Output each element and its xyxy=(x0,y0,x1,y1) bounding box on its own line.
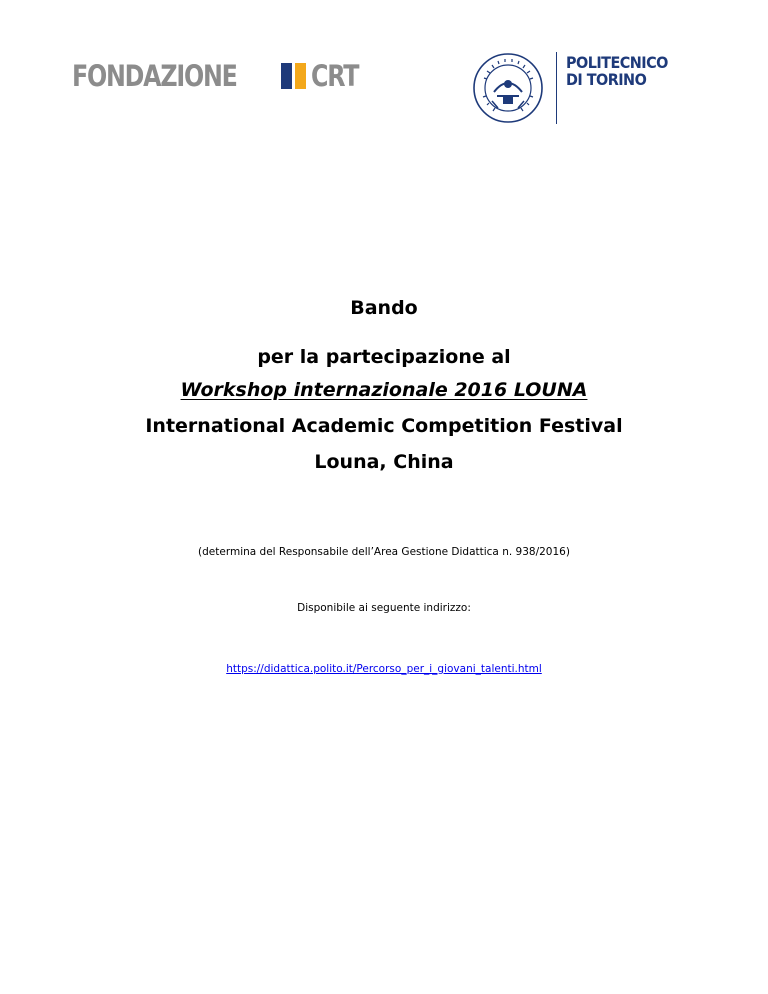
logo-word-crt: CRT xyxy=(311,59,359,93)
location-title: Louna, China xyxy=(314,451,454,473)
availability-note: Disponibile ai seguente indirizzo: xyxy=(297,602,471,614)
politecnico-logo xyxy=(470,52,700,124)
logo-word-fondazione: FONDAZIONE xyxy=(72,59,237,93)
politecnico-name xyxy=(566,54,668,88)
festival-title: International Academic Competition Festival xyxy=(145,415,623,437)
logo-divider xyxy=(556,52,557,124)
logo-bar-orange xyxy=(295,63,306,89)
document-title: Bando xyxy=(350,297,418,319)
determina-note: (determina del Responsabile dell’Area Gestione Didattica n. 938/2016) xyxy=(198,546,570,558)
logo-bars xyxy=(281,63,306,89)
fondazione-crt-logo xyxy=(72,59,359,93)
document-subtitle: per la partecipazione al xyxy=(257,346,511,368)
politecnico-line2: DI TORINO xyxy=(566,70,647,89)
politecnico-seal-icon xyxy=(470,52,546,124)
workshop-title: Workshop internazionale 2016 LOUNA xyxy=(180,379,588,401)
logo-bar-blue xyxy=(281,63,292,89)
politecnico-line1: POLITECNICO xyxy=(566,53,668,72)
document-link[interactable]: https://didattica.polito.it/Percorso_per_i_giovani_talenti.html xyxy=(226,663,542,675)
